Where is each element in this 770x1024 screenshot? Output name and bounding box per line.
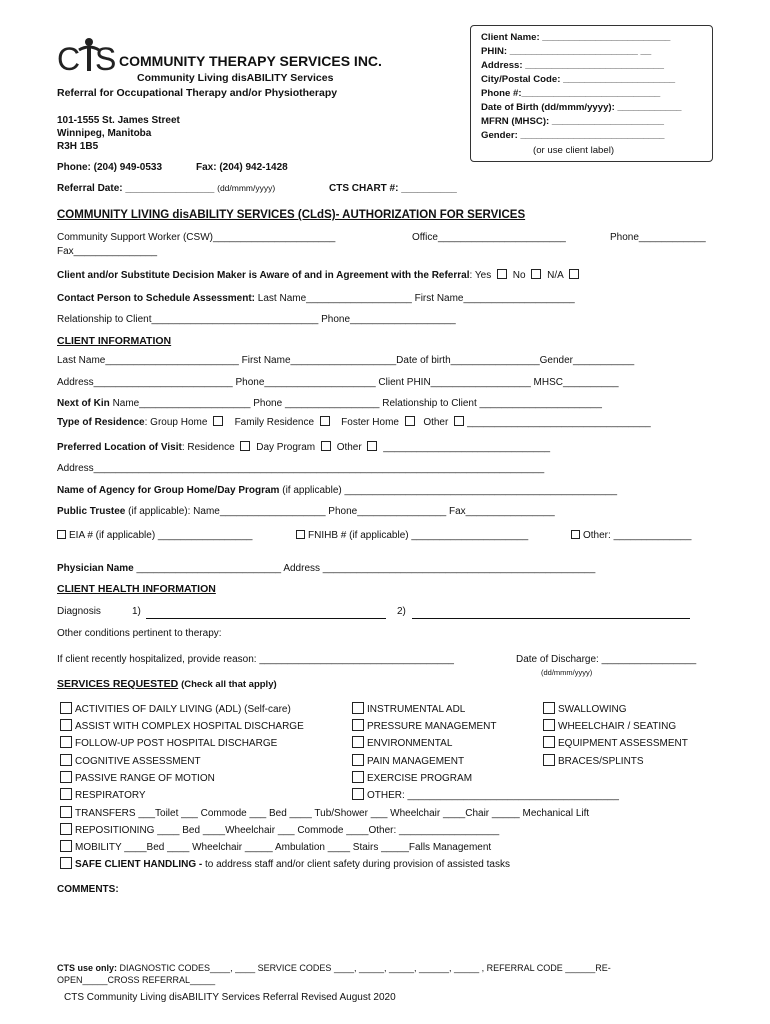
residence-foster: Foster Home bbox=[341, 417, 399, 428]
service-checkbox[interactable] bbox=[352, 754, 364, 766]
client-label-note: (or use client label) bbox=[533, 145, 615, 156]
service-label: FOLLOW-UP POST HOSPITAL DISCHARGE bbox=[75, 738, 278, 749]
service-checkbox[interactable] bbox=[60, 719, 72, 731]
agreement-no-checkbox[interactable] bbox=[531, 269, 541, 279]
service-checkbox[interactable] bbox=[352, 771, 364, 783]
service-label: ENVIRONMENTAL bbox=[367, 738, 453, 749]
service-checkbox[interactable] bbox=[543, 719, 555, 731]
residence-other-line[interactable]: _________________________________ bbox=[467, 417, 651, 428]
visit-other-line[interactable]: ______________________________ bbox=[383, 442, 551, 453]
client-name-field[interactable]: Client Name: ________________________ bbox=[481, 32, 671, 43]
service-braces[interactable] bbox=[543, 754, 644, 767]
address-line-2: Winnipeg, Manitoba bbox=[57, 128, 152, 139]
service-checkbox[interactable] bbox=[60, 806, 72, 818]
service-label: PAIN MANAGEMENT bbox=[367, 756, 465, 767]
service-label: BRACES/SPLINTS bbox=[558, 756, 644, 767]
office-field[interactable]: Office_______________________ bbox=[412, 232, 566, 243]
services-heading-note: (Check all that apply) bbox=[181, 679, 277, 690]
service-checkbox[interactable] bbox=[60, 736, 72, 748]
cts-use-only-row-2[interactable]: OPEN_____CROSS REFERRAL_____ bbox=[57, 975, 216, 985]
agreement-na-checkbox[interactable] bbox=[569, 269, 579, 279]
fnihb-label: FNIHB # (if applicable) _____________________ bbox=[308, 530, 529, 541]
visit-day-program-checkbox[interactable] bbox=[321, 441, 331, 451]
service-checkbox[interactable] bbox=[60, 823, 72, 835]
diagnosis-1-label: 1) bbox=[132, 606, 141, 617]
service-label: INSTRUMENTAL ADL bbox=[367, 704, 466, 715]
next-of-kin-label: Next of Kin bbox=[57, 398, 110, 409]
family-residence-checkbox[interactable] bbox=[320, 416, 330, 426]
contact-person-row[interactable] bbox=[57, 293, 575, 304]
address-line-3: R3H 1B5 bbox=[57, 141, 99, 152]
agreement-na-label: N/A bbox=[547, 270, 564, 281]
agency-label: Name of Agency for Group Home/Day Program bbox=[57, 485, 280, 496]
phone-field[interactable]: Phone #:__________________________ bbox=[481, 88, 661, 99]
next-of-kin-fields: Name____________________ Phone _________________ Relationship to Client ______________________ bbox=[112, 398, 602, 409]
eia-checkbox[interactable] bbox=[57, 530, 66, 539]
visit-day-program: Day Program bbox=[256, 442, 316, 453]
service-label: PASSIVE RANGE OF MOTION bbox=[75, 773, 215, 784]
next-of-kin-row[interactable] bbox=[57, 398, 602, 409]
visit-location-row bbox=[57, 441, 550, 453]
service-instrumental-adl[interactable] bbox=[352, 702, 465, 715]
client-address-row[interactable]: Address_________________________ Phone____________________ Client PHIN__________________ MHSC__________ bbox=[57, 377, 619, 388]
referral-date-label: Referral Date: ________________ bbox=[57, 183, 215, 194]
service-other[interactable] bbox=[352, 788, 619, 801]
cts-use-only-label: CTS use only: bbox=[57, 963, 118, 973]
service-label: SWALLOWING bbox=[558, 704, 627, 715]
visit-residence: : Residence bbox=[181, 442, 235, 453]
services-heading-row bbox=[57, 678, 277, 690]
address-field[interactable]: Address: __________________________ bbox=[481, 60, 664, 71]
residence-other-checkbox[interactable] bbox=[454, 416, 464, 426]
service-transfers[interactable] bbox=[60, 806, 589, 819]
city-postal-field[interactable]: City/Postal Code: _____________________ bbox=[481, 74, 676, 85]
fnihb-field[interactable] bbox=[296, 530, 528, 541]
client-name-row[interactable]: Last Name________________________ First Name___________________Date of birth________________Gender___________ bbox=[57, 355, 635, 366]
service-label: ASSIST WITH COMPLEX HOSPITAL DISCHARGE bbox=[75, 721, 304, 732]
cts-use-only-codes[interactable]: DIAGNOSTIC CODES____, ____ SERVICE CODES ____, _____, _____, ______, _____ , REFERRAL CODE ______RE- bbox=[119, 963, 611, 973]
service-adl[interactable] bbox=[60, 702, 291, 715]
service-environmental[interactable] bbox=[352, 736, 452, 749]
subtitle-program: Community Living disABILITY Services bbox=[137, 72, 334, 84]
diagnosis-label: Diagnosis bbox=[57, 606, 101, 617]
contact-person-label: Contact Person to Schedule Assessment: bbox=[57, 293, 256, 304]
agency-row[interactable] bbox=[57, 485, 617, 496]
residence-other: Other bbox=[423, 417, 449, 428]
cts-fax: Fax: (204) 942-1428 bbox=[196, 162, 288, 173]
comments-label: COMMENTS: bbox=[57, 884, 119, 895]
service-label: EXERCISE PROGRAM bbox=[367, 773, 473, 784]
client-label-box bbox=[470, 25, 713, 162]
revision-note: CTS Community Living disABILITY Services Referral Revised August 2020 bbox=[64, 992, 396, 1003]
service-checkbox[interactable] bbox=[543, 754, 555, 766]
service-label: EQUIPMENT ASSESSMENT bbox=[558, 738, 688, 749]
service-safe-handling[interactable] bbox=[60, 857, 510, 870]
mfrn-field[interactable]: MFRN (MHSC): _____________________ bbox=[481, 116, 664, 127]
agreement-label: Client and/or Substitute Decision Maker is Aware of and in Agreement with the Referral bbox=[57, 270, 470, 281]
foster-home-checkbox[interactable] bbox=[405, 416, 415, 426]
service-checkbox[interactable] bbox=[352, 702, 364, 714]
service-pressure[interactable] bbox=[352, 719, 496, 732]
service-label: TRANSFERS ___Toilet ___ Commode ___ Bed ____ Tub/Shower ___ Wheelchair ____Chair _____ Mechanical Lift bbox=[75, 808, 590, 819]
service-label: SAFE CLIENT HANDLING - bbox=[75, 859, 203, 870]
service-checkbox[interactable] bbox=[60, 788, 72, 800]
cts-use-only-row bbox=[57, 963, 611, 973]
service-checkbox[interactable] bbox=[60, 754, 72, 766]
relationship-field[interactable]: Relationship to Client______________________________ Phone___________________ bbox=[57, 314, 456, 325]
visit-other: Other bbox=[336, 442, 362, 453]
trustee-fields: (if applicable): Name___________________ Phone________________ Fax________________ bbox=[128, 506, 555, 517]
service-label: COGNITIVE ASSESSMENT bbox=[75, 756, 201, 767]
visit-address-field[interactable]: Address_________________________________________________________________________________ bbox=[57, 463, 545, 474]
visit-residence-checkbox[interactable] bbox=[240, 441, 250, 451]
service-checkbox[interactable] bbox=[352, 788, 364, 800]
agreement-yes-checkbox[interactable] bbox=[497, 269, 507, 279]
other-id-label: Other: ______________ bbox=[583, 530, 692, 541]
address-line-1: 101-1555 St. James Street bbox=[57, 115, 180, 126]
physician-label: Physician Name bbox=[57, 563, 134, 574]
service-label: ACTIVITIES OF DAILY LIVING (ADL) (Self-care) bbox=[75, 704, 291, 715]
physician-fields: __________________________ Address _________________________________________________ bbox=[136, 563, 596, 574]
service-description: to address staff and/or client safety during provision of assisted tasks bbox=[205, 859, 510, 870]
service-checkbox[interactable] bbox=[543, 702, 555, 714]
health-info-heading: CLIENT HEALTH INFORMATION bbox=[57, 583, 216, 595]
date-format-hint: (dd/mmm/yyyy) bbox=[217, 183, 276, 193]
service-checkbox[interactable] bbox=[60, 702, 72, 714]
discharge-date-field[interactable]: Date of Discharge: _________________ bbox=[516, 654, 697, 665]
residence-group-home: : Group Home bbox=[144, 417, 208, 428]
residence-family: Family Residence bbox=[234, 417, 315, 428]
service-label: OTHER: ______________________________________ bbox=[367, 790, 619, 801]
csw-field[interactable]: Community Support Worker (CSW)______________________ bbox=[57, 232, 336, 243]
agreement-yes-label: : Yes bbox=[469, 270, 492, 281]
other-conditions-label: Other conditions pertinent to therapy: bbox=[57, 628, 222, 639]
group-home-checkbox[interactable] bbox=[213, 416, 223, 426]
clds-phone-field[interactable]: Phone____________ bbox=[610, 232, 706, 243]
trustee-row[interactable] bbox=[57, 506, 555, 517]
visit-other-checkbox[interactable] bbox=[367, 441, 377, 451]
diagnosis-2-line[interactable] bbox=[412, 618, 690, 619]
other-id-checkbox[interactable] bbox=[571, 530, 580, 539]
service-checkbox[interactable] bbox=[60, 840, 72, 852]
service-swallowing[interactable] bbox=[543, 702, 627, 715]
visit-location-label: Preferred Location of Visit bbox=[57, 442, 182, 453]
service-pain[interactable] bbox=[352, 754, 464, 767]
referral-date-field[interactable] bbox=[57, 183, 275, 194]
service-repositioning[interactable] bbox=[60, 823, 499, 836]
eia-field[interactable] bbox=[57, 530, 252, 541]
service-passive-rom[interactable] bbox=[60, 771, 215, 784]
hospitalized-reason-field[interactable]: If client recently hospitalized, provide reason: ___________________________________ bbox=[57, 654, 454, 665]
service-label: RESPIRATORY bbox=[75, 790, 146, 801]
eia-label: EIA # (if applicable) _________________ bbox=[69, 530, 253, 541]
service-wheelchair-seating[interactable] bbox=[543, 719, 676, 732]
service-equipment[interactable] bbox=[543, 736, 688, 749]
other-id-field[interactable] bbox=[571, 530, 691, 541]
residence-row bbox=[57, 416, 651, 428]
svg-text:S: S bbox=[95, 41, 117, 76]
diagnosis-2-label: 2) bbox=[397, 606, 406, 617]
diagnosis-1-line[interactable] bbox=[146, 618, 386, 619]
service-checkbox[interactable] bbox=[352, 719, 364, 731]
service-complex-discharge[interactable] bbox=[60, 719, 304, 732]
service-cognitive[interactable] bbox=[60, 754, 201, 767]
fnihb-checkbox[interactable] bbox=[296, 530, 305, 539]
agreement-no-label: No bbox=[512, 270, 526, 281]
service-label: MOBILITY ____Bed ____ Wheelchair _____ Ambulation ____ Stairs _____Falls Management bbox=[75, 842, 492, 853]
subtitle-referral: Referral for Occupational Therapy and/or Physiotherapy bbox=[57, 87, 338, 99]
service-exercise[interactable] bbox=[352, 771, 472, 784]
service-mobility[interactable] bbox=[60, 840, 491, 853]
gender-field[interactable]: Gender: ___________________________ bbox=[481, 130, 665, 141]
service-checkbox[interactable] bbox=[60, 857, 72, 869]
residence-label: Type of Residence bbox=[57, 417, 145, 428]
org-name: COMMUNITY THERAPY SERVICES INC. bbox=[119, 53, 382, 69]
dob-field[interactable]: Date of Birth (dd/mmm/yyyy): ____________ bbox=[481, 102, 682, 113]
service-label: REPOSITIONING ____ Bed ____Wheelchair ___ Commode ____Other: __________________ bbox=[75, 825, 500, 836]
service-checkbox[interactable] bbox=[60, 771, 72, 783]
agreement-row bbox=[57, 269, 582, 281]
service-label: WHEELCHAIR / SEATING bbox=[558, 721, 677, 732]
discharge-format-hint: (dd/mmm/yyyy) bbox=[541, 668, 593, 677]
cts-chart-field[interactable]: CTS CHART #: __________ bbox=[329, 183, 457, 194]
phin-field[interactable]: PHIN: ________________________ __ bbox=[481, 46, 652, 57]
client-info-heading: CLIENT INFORMATION bbox=[57, 335, 172, 347]
trustee-label: Public Trustee bbox=[57, 506, 126, 517]
cts-logo bbox=[57, 36, 117, 81]
clds-fax-field[interactable]: Fax_______________ bbox=[57, 246, 158, 257]
services-heading: SERVICES REQUESTED bbox=[57, 678, 179, 690]
service-follow-up[interactable] bbox=[60, 736, 277, 749]
service-label: PRESSURE MANAGEMENT bbox=[367, 721, 497, 732]
service-checkbox[interactable] bbox=[352, 736, 364, 748]
clds-heading: COMMUNITY LIVING disABILITY SERVICES (CLdS)- AUTHORIZATION FOR SERVICES bbox=[57, 209, 526, 221]
svg-text:C: C bbox=[57, 41, 81, 76]
service-checkbox[interactable] bbox=[543, 736, 555, 748]
agency-field: (if applicable) _________________________________________________ bbox=[282, 485, 617, 496]
contact-person-fields: Last Name___________________ First Name____________________ bbox=[257, 293, 575, 304]
service-respiratory[interactable] bbox=[60, 788, 146, 801]
cts-phone: Phone: (204) 949-0533 bbox=[57, 162, 163, 173]
physician-row[interactable] bbox=[57, 563, 595, 574]
